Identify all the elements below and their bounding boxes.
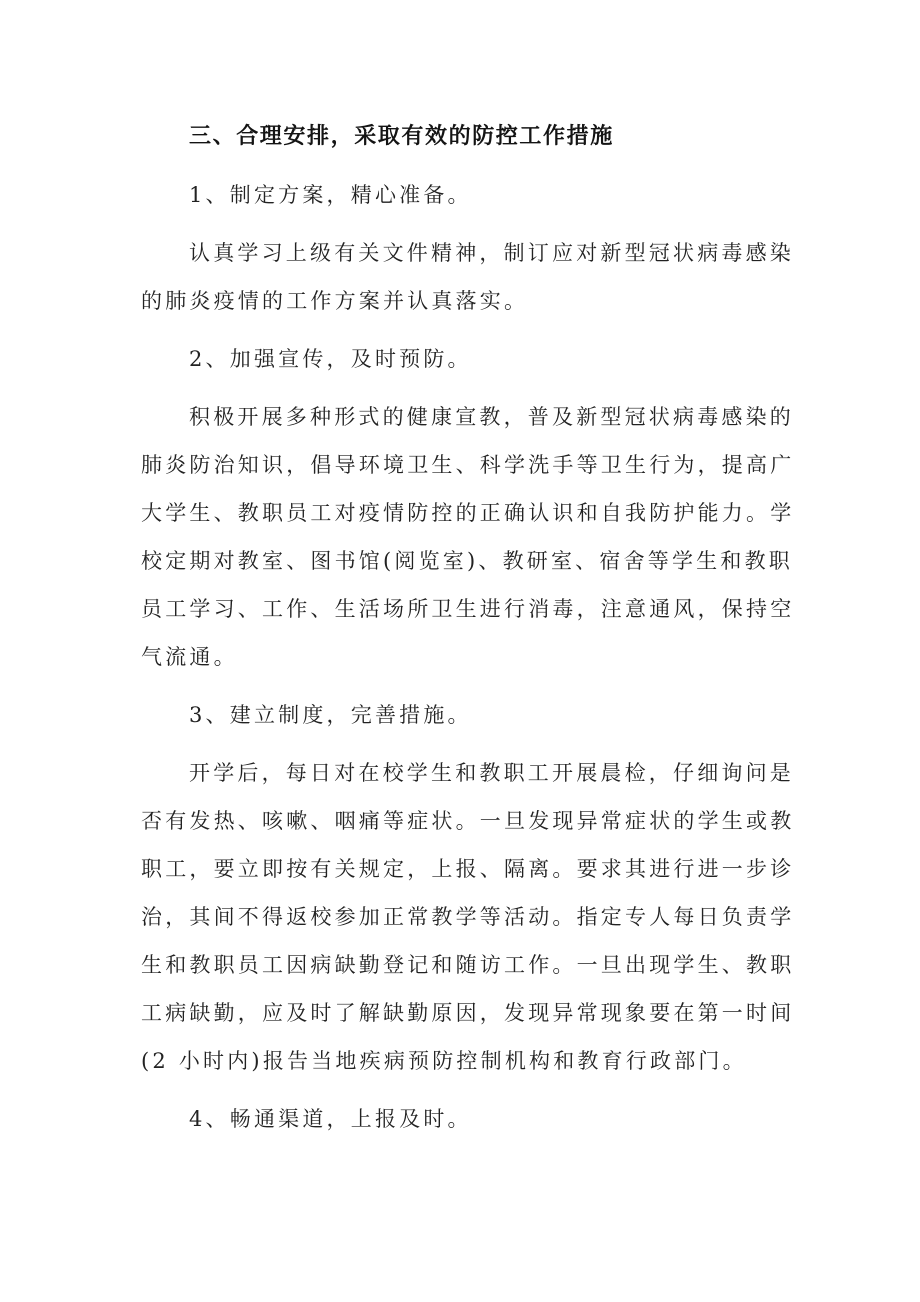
subsection-body-3 — [141, 749, 795, 1085]
body-line: 否有发热、咳嗽、咽痛等症状。一旦发现异常症状的学生或教 — [141, 809, 795, 833]
subsection-title-1: 1、制定方案，精心准备。 — [189, 183, 472, 207]
body-line: 的肺炎疫情的工作方案并认真落实。 — [141, 289, 529, 313]
body-line: 生和教职员工因病缺勤登记和随访工作。一旦出现学生、教职 — [141, 953, 795, 977]
subsection-title-4: 4、畅通渠道，上报及时。 — [189, 1107, 472, 1131]
section-heading: 三、合理安排，采取有效的防控工作措施 — [189, 124, 614, 149]
subsection-body-2 — [141, 393, 795, 681]
body-line: (2 小时内)报告当地疾病预防控制机构和教育行政部门。 — [141, 1049, 747, 1073]
body-line: 气流通。 — [141, 645, 238, 669]
body-line: 开学后，每日对在校学生和教职工开展晨检，仔细询问是 — [189, 761, 794, 785]
body-line: 大学生、教职员工对疫情防控的正确认识和自我防护能力。学 — [141, 501, 795, 525]
body-line: 校定期对教室、图书馆(阅览室)、教研室、宿舍等学生和教职 — [141, 549, 793, 573]
body-line: 积极开展多种形式的健康宣教，普及新型冠状病毒感染的 — [189, 405, 794, 429]
body-line: 员工学习、工作、生活场所卫生进行消毒，注意通风，保持空 — [141, 597, 795, 621]
body-line: 职工，要立即按有关规定，上报、隔离。要求其进行进一步诊 — [141, 857, 795, 881]
document-content — [141, 113, 795, 1143]
subsection-title-3: 3、建立制度，完善措施。 — [189, 703, 472, 727]
body-line: 工病缺勤，应及时了解缺勤原因，发现异常现象要在第一时间 — [141, 1001, 795, 1025]
body-line: 治，其间不得返校参加正常教学等活动。指定专人每日负责学 — [141, 905, 795, 929]
subsection-title-2: 2、加强宣传，及时预防。 — [189, 347, 472, 371]
subsection-body-1 — [141, 229, 794, 325]
body-line: 肺炎防治知识，倡导环境卫生、科学洗手等卫生行为，提高广 — [141, 453, 795, 477]
body-line: 认真学习上级有关文件精神，制订应对新型冠状病毒感染 — [189, 241, 794, 265]
